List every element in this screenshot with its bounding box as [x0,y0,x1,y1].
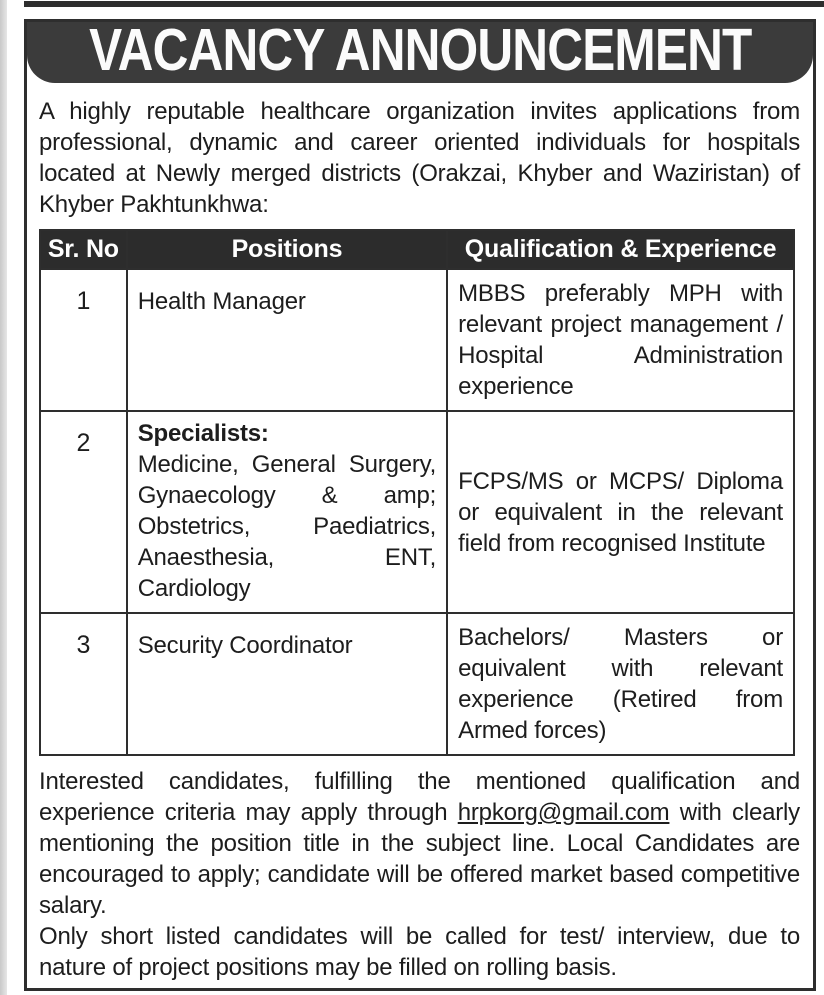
position-group-heading: Specialists: [137,420,269,447]
ad-frame [24,19,816,991]
scan-edge [0,0,7,995]
page-title: VACANCY ANNOUNCEMENT [88,22,752,83]
table-row [40,269,794,411]
note-paragraph: Only short listed candidates will be called for test/ interview, due to nature of project positions may be filled on rolling basis. [39,923,800,981]
header-sr-no: Sr. No [40,230,127,269]
cell-qualification: MBBS preferably MPH with relevant project management / Hospital Administration experience [447,269,794,411]
header-qualification: Qualification & Experience [447,230,794,269]
top-divider-bar [24,1,824,7]
cell-sr-no: 2 [40,411,127,613]
cell-qualification: FCPS/MS or MCPS/ Diploma or equivalent in the relevant field from recognised Institute [447,411,794,613]
apply-paragraph [39,766,800,921]
email-link[interactable]: hrpkorg@gmail.com [457,799,670,826]
ad-content [27,83,813,983]
cell-qualification: Bachelors/ Masters or equivalent with relevant experience (Retired from Armed forces) [447,613,794,755]
intro-paragraph: A highly reputable healthcare organization invites applications from professional, dynamic and career oriented individuals for hospitals located at Newly merged districts (Orakzai, Khyber and Waziristan) of Khyber Pakhtunkhwa: [39,98,800,218]
position-list: Medicine, General Surgery, Gynaecology & amp; Obstetrics, Paediatrics, Anaesthesia, ENT, Cardiology [137,451,437,602]
cell-sr-no: 1 [40,269,127,411]
vacancy-table [39,229,795,756]
cell-position: Security Coordinator [127,613,447,755]
table-row [40,411,794,613]
header-positions: Positions [127,230,447,269]
apply-text-before: Interested candidates, fulfilling the mentioned qualification and experience criteria may apply through [39,768,800,826]
apply-text-after: with clearly mentioning the position title in the subject line. Local Candidates are encouraged to apply; candidate will be offered market based competitive salary. [39,799,800,919]
table-row [40,613,794,755]
cell-sr-no: 3 [40,613,127,755]
table-header-row [40,230,794,269]
cell-position: Health Manager [127,269,447,411]
cell-position [127,411,447,613]
banner [27,22,813,83]
